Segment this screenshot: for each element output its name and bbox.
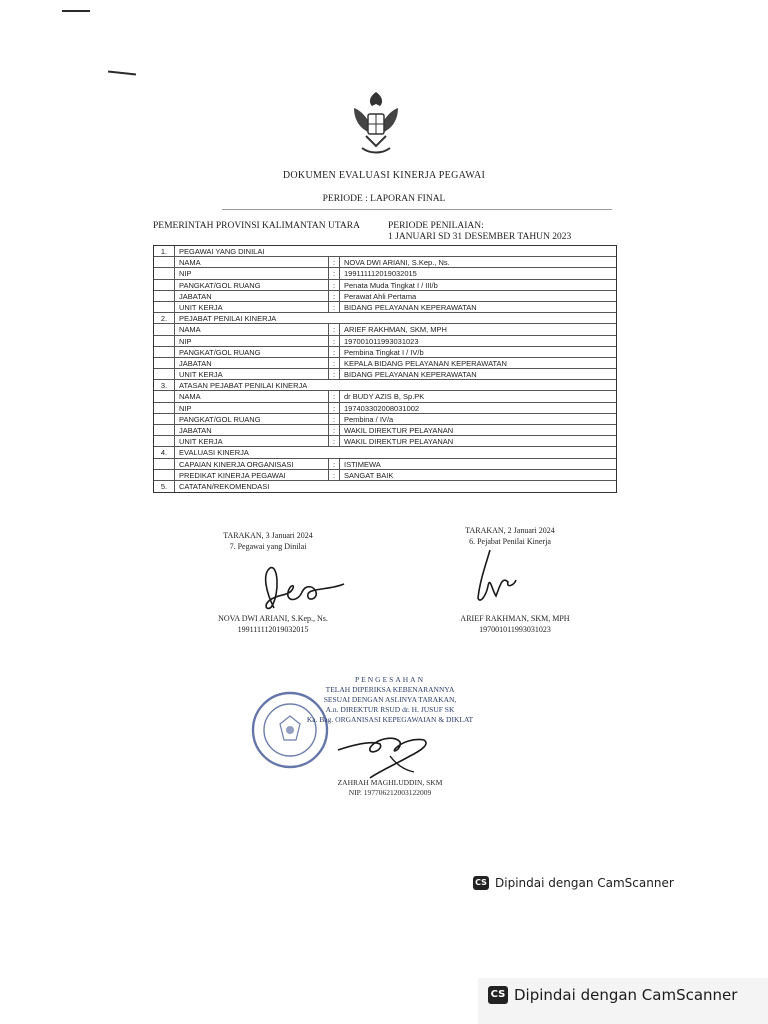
document-title: DOKUMEN EVALUASI KINERJA PEGAWAI (282, 170, 486, 181)
approval-line-1: TELAH DIPERIKSA KEBENARANNYA (325, 685, 455, 694)
field-label: JABATAN (175, 425, 329, 435)
government-name: PEMERINTAH PROVINSI KALIMANTAN UTARA (153, 221, 360, 231)
signature-block-right (430, 526, 590, 546)
row-number-cell (154, 257, 175, 267)
left-role: 7. Pegawai yang Dinilai (229, 542, 307, 551)
field-label: NAMA (175, 324, 329, 334)
field-label: UNIT KERJA (175, 436, 329, 446)
assessment-period-label: PERIODE PENILAIAN: (388, 221, 484, 231)
assessment-period (388, 221, 571, 243)
field-value: Pembina Tingkat I / IV/b (344, 347, 424, 357)
field-value: 199111112019032015 (344, 269, 417, 279)
row-number-cell (154, 268, 175, 278)
right-role: 6. Pejabat Penilai Kinerja (469, 537, 551, 546)
camscanner-watermark-inner (473, 876, 674, 890)
left-handwritten-signature-icon (244, 562, 354, 614)
field-colon: : (329, 414, 340, 424)
approval-signer-nip: NIP. 197706212003122009 (348, 788, 432, 797)
section-number: 1. (154, 246, 175, 256)
left-place-date: TARAKAN, 3 Januari 2024 (223, 531, 313, 540)
table-row (154, 391, 616, 402)
camscanner-text-footer: Dipindai dengan CamScanner (514, 986, 738, 1004)
left-signer-nip: 199111112019032015 (237, 625, 309, 634)
field-label: PREDIKAT KINERJA PEGAWAI (175, 470, 329, 480)
field-colon: : (329, 268, 340, 278)
assessment-period-value: 1 JANUARI SD 31 DESEMBER TAHUN 2023 (388, 232, 572, 242)
approval-signer (290, 778, 490, 798)
field-value: 197001011993031023 (344, 336, 419, 346)
table-row (154, 291, 616, 302)
signature-name-left (178, 614, 368, 634)
table-row (154, 347, 616, 358)
row-number-cell (154, 302, 175, 312)
approval-signer-name: ZAHRAH MAGHLUDDIN, SKM (337, 778, 443, 787)
row-number-cell (154, 403, 175, 413)
field-colon: : (329, 425, 340, 435)
section-title: EVALUASI KINERJA (179, 448, 249, 458)
document-period: PERIODE : LAPORAN FINAL (322, 194, 446, 204)
right-signer-name: ARIEF RAKHMAN, SKM, MPH (460, 614, 570, 623)
field-value: Pembina / IV/a (344, 414, 394, 424)
section-title: ATASAN PEJABAT PENILAI KINERJA (179, 381, 308, 391)
row-number-cell (154, 436, 175, 446)
camscanner-watermark-footer (488, 986, 737, 1004)
approval-line-3: A.n. DIREKTUR RSUD dr. H. JUSUF SK (325, 705, 455, 714)
section-number: 3. (154, 380, 175, 390)
field-colon: : (329, 291, 340, 301)
field-colon: : (329, 280, 340, 290)
section-title: PEJABAT PENILAI KINERJA (179, 314, 277, 324)
field-label: PANGKAT/GOL RUANG (175, 347, 329, 357)
field-colon: : (329, 459, 340, 469)
row-number-cell (154, 470, 175, 480)
field-value: Penata Muda Tingkat I / III/b (344, 280, 438, 290)
title-divider (222, 209, 612, 210)
section-number: 4. (154, 447, 175, 457)
camscanner-logo-icon: CS (488, 986, 508, 1004)
pen-mark-top (62, 10, 90, 12)
table-row (154, 414, 616, 425)
field-label: PANGKAT/GOL RUANG (175, 414, 329, 424)
row-number-cell (154, 425, 175, 435)
section-header-row (154, 481, 616, 492)
pen-mark-second (108, 71, 136, 76)
field-value: WAKIL DIREKTUR PELAYANAN (344, 426, 454, 435)
section-header-row (154, 380, 616, 391)
field-colon: : (329, 436, 340, 446)
field-label: NAMA (175, 257, 329, 267)
field-value: 197403302008031002 (344, 403, 420, 413)
evaluation-table (153, 245, 617, 493)
field-colon: : (329, 369, 340, 379)
table-row (154, 336, 616, 347)
garuda-emblem-icon (350, 88, 402, 158)
right-signer-nip: 197001011993031023 (479, 625, 551, 634)
field-label: CAPAIAN KINERJA ORGANISASI (175, 459, 329, 469)
field-label: NIP (175, 403, 329, 413)
row-number-cell (154, 324, 175, 334)
field-colon: : (329, 302, 340, 312)
section-title: PEGAWAI YANG DINILAI (179, 247, 265, 256)
signature-block-left (188, 531, 348, 551)
camscanner-logo-icon: CS (473, 876, 489, 890)
right-place-date: TARAKAN, 2 Januari 2024 (465, 526, 555, 535)
field-value: KEPALA BIDANG PELAYANAN KEPERAWATAN (344, 358, 507, 368)
row-number-cell (154, 391, 175, 401)
field-value: BIDANG PELAYANAN KEPERAWATAN (344, 370, 477, 380)
table-row (154, 324, 616, 335)
row-number-cell (154, 347, 175, 357)
field-label: UNIT KERJA (175, 302, 329, 312)
section-number: 2. (154, 313, 175, 323)
field-colon: : (329, 324, 340, 334)
field-colon: : (329, 257, 340, 267)
field-label: NAMA (175, 391, 329, 401)
row-number-cell (154, 459, 175, 469)
approval-block (290, 675, 490, 725)
table-row (154, 459, 616, 470)
field-colon: : (329, 347, 340, 357)
field-label: JABATAN (175, 358, 329, 368)
approval-heading: PENGESAHAN (354, 675, 425, 684)
field-value: NOVA DWI ARIANI, S.Kep., Ns. (344, 258, 450, 268)
row-number-cell (154, 369, 175, 379)
field-colon: : (329, 336, 340, 346)
field-label: PANGKAT/GOL RUANG (175, 280, 329, 290)
left-signer-name: NOVA DWI ARIANI, S.Kep., Ns. (218, 614, 328, 623)
field-label: NIP (175, 336, 329, 346)
section-number: 5. (154, 481, 175, 492)
field-value: SANGAT BAIK (344, 470, 394, 480)
table-row (154, 268, 616, 279)
field-colon: : (329, 391, 340, 401)
field-value: Perawat Ahli Pertama (344, 291, 417, 301)
field-value: ISTIMEWA (344, 459, 381, 469)
row-number-cell (154, 358, 175, 368)
table-row (154, 403, 616, 414)
table-row (154, 257, 616, 268)
approval-handwritten-signature-icon (330, 720, 440, 782)
field-label: JABATAN (175, 291, 329, 301)
right-handwritten-signature-icon (468, 546, 528, 608)
field-colon: : (329, 403, 340, 413)
table-row (154, 358, 616, 369)
field-colon: : (329, 470, 340, 480)
section-title: CATATAN/REKOMENDASI (179, 481, 270, 491)
section-header-row (154, 246, 616, 257)
field-value: dr BUDY AZIS B, Sp.PK (344, 392, 425, 402)
table-row (154, 302, 616, 313)
field-value: WAKIL DIREKTUR PELAYANAN (344, 437, 454, 447)
field-label: NIP (175, 268, 329, 278)
field-colon: : (329, 358, 340, 368)
field-value: ARIEF RAKHMAN, SKM, MPH (344, 325, 447, 335)
table-row (154, 369, 616, 380)
field-label: UNIT KERJA (175, 369, 329, 379)
table-row (154, 470, 616, 481)
section-header-row (154, 313, 616, 324)
field-value: BIDANG PELAYANAN KEPERAWATAN (344, 302, 477, 312)
row-number-cell (154, 291, 175, 301)
camscanner-text-inner: Dipindai dengan CamScanner (495, 876, 674, 890)
table-row (154, 425, 616, 436)
table-row (154, 436, 616, 447)
approval-line-4: Ka. Bag. ORGANISASI KEPEGAWAIAN & DIKLAT (306, 715, 474, 724)
approval-line-2: SESUAI DENGAN ASLINYA TARAKAN, (323, 695, 457, 704)
section-header-row (154, 447, 616, 458)
table-row (154, 280, 616, 291)
signature-name-right (420, 614, 610, 634)
row-number-cell (154, 280, 175, 290)
row-number-cell (154, 336, 175, 346)
row-number-cell (154, 414, 175, 424)
